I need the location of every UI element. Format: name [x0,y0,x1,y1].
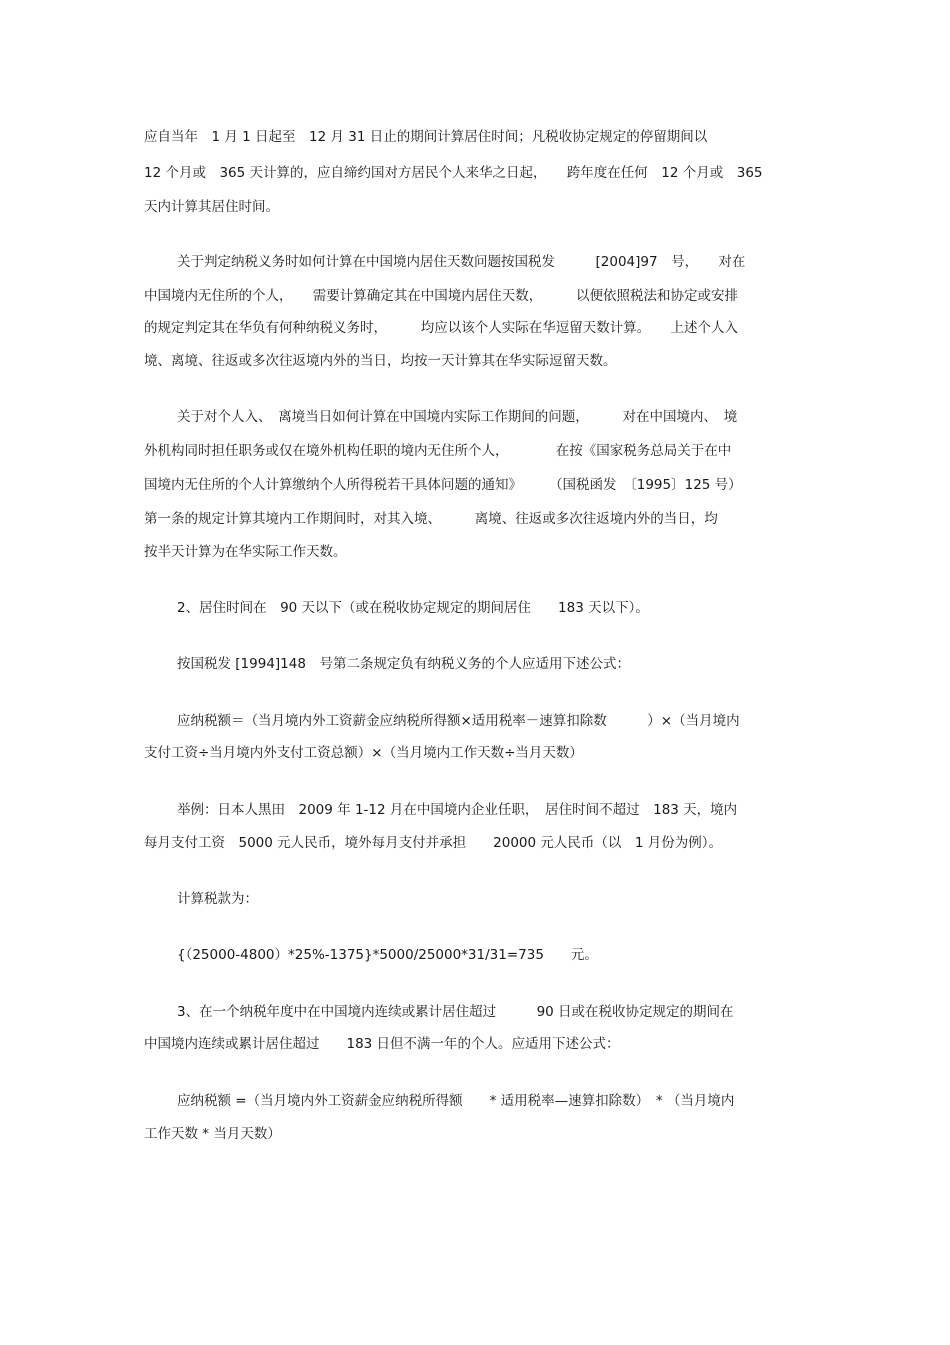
text-line: 3、在一个纳税年度中在中国境内连续或累计居住超过 90 日或在税收协定规定的期间在 [177,1004,734,1020]
text-line: 外机构同时担任职务或仅在境外机构任职的境内无住所个人， 在按《国家税务总局关于在中 [144,443,732,459]
text-line: 关于对个人入、 离境当日如何计算在中国境内实际工作期间的问题， 对在中国境内、 境 [177,409,738,425]
text-line: 境、离境、往返或多次往返境内外的当日，均按一天计算其在华实际逗留天数。 [144,353,617,369]
section-heading-2: 2、居住时间在 90 天以下（或在税收协定规定的期间居住 183 天以下）。 [177,600,649,616]
text-line: 应纳税额＝（当月境内外工资薪金应纳税所得额×适用税率－速算扣除数 ）×（当月境内 [177,713,740,729]
text-line: 支付工资÷当月境内外支付工资总额）×（当月境内工作天数÷当月天数） [144,745,583,761]
text-line: 应纳税额 =（当月境内外工资薪金应纳税所得额 * 适用税率—速算扣除数） * （当月境内 [177,1093,735,1109]
text-line: 关于判定纳税义务时如何计算在中国境内居住天数问题按国税发 [2004]97 号， 对在 [177,254,746,270]
text-line: 应自当年 1 月 1 日起至 12 月 31 日止的期间计算居住时间；凡税收协定规定的停留期间以 [144,129,708,145]
text-line: 中国境内无住所的个人， 需要计算确定其在中国境内居住天数， 以便依照税法和协定或安排 [144,288,738,304]
text-line: 每月支付工资 5000 元人民币，境外每月支付并承担 20000 元人民币（以 1 月份为例）。 [144,835,723,851]
paragraph-calc-result: {（25000-4800）*25%-1375}*5000/25000*31/31=735 元。 [177,947,598,963]
text-line: 国境内无住所的个人计算缴纳个人所得税若干具体问题的通知》 （国税函发 〔1995〕125 号） [144,477,742,493]
paragraph-formula-intro: 按国税发 [1994]148 号第二条规定负有纳税义务的个人应适用下述公式： [177,656,630,672]
text-line: 工作天数 * 当月天数） [144,1126,281,1142]
text-line: 12 个月或 365 天计算的，应自缔约国对方居民个人来华之日起， 跨年度在任何 12 个月或 365 [144,165,763,181]
paragraph-calc-label: 计算税款为： [177,891,258,907]
text-line: 第一条的规定计算其境内工作期间时，对其入境、 离境、往返或多次往返境内外的当日，均 [144,511,718,527]
text-line: 按半天计算为在华实际工作天数。 [144,544,347,560]
text-line: 天内计算其居住时间。 [144,199,279,215]
text-line: 的规定判定其在华负有何种纳税义务时， 均应以该个人实际在华逗留天数计算。 上述个人入 [144,320,738,336]
text-line: 中国境内连续或累计居住超过 183 日但不满一年的个人。应适用下述公式： [144,1036,620,1052]
text-line: 举例：日本人黒田 2009 年 1-12 月在中国境内企业任职， 居住时间不超过 183 天，境内 [177,802,738,818]
